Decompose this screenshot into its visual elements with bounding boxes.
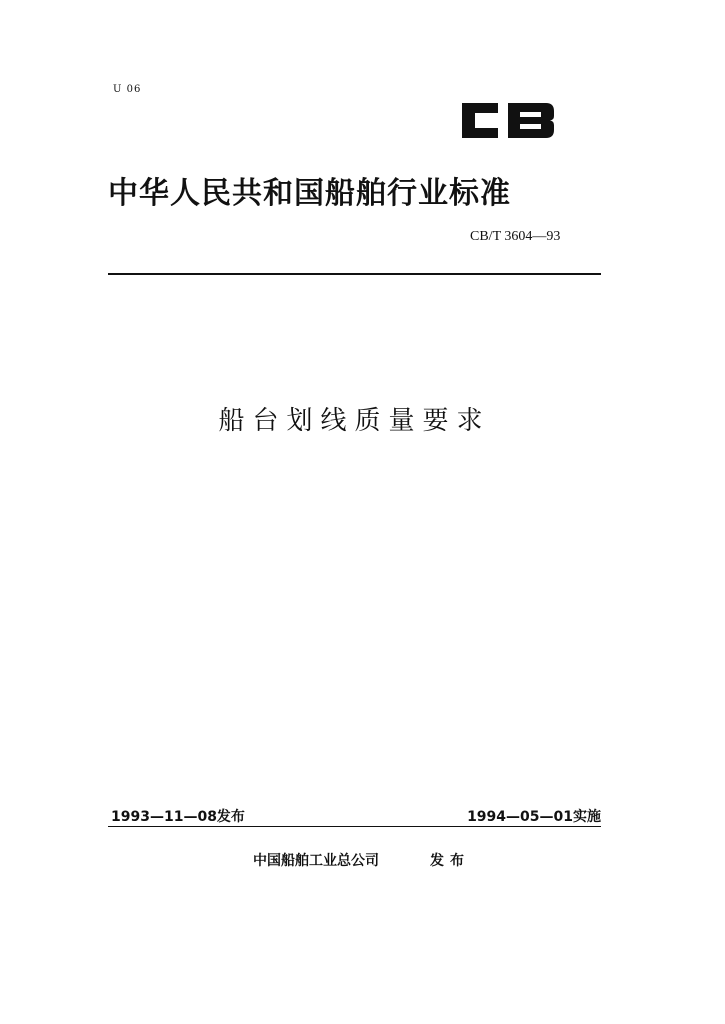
classification-code: U 06 bbox=[113, 84, 142, 95]
document-title: 船台划线质量要求 bbox=[218, 406, 491, 436]
publisher-name: 中国船舶工业总公司 bbox=[253, 853, 379, 869]
publish-label: 发布 bbox=[430, 853, 470, 869]
standard-code: CB/T 3604—93 bbox=[470, 229, 561, 244]
footer-divider bbox=[108, 826, 601, 827]
header-divider bbox=[108, 273, 601, 275]
cb-logo bbox=[458, 100, 558, 141]
implementation-date: 1994—05—01实施 bbox=[467, 809, 601, 825]
issue-date: 1993—11—08发布 bbox=[111, 809, 245, 825]
standard-title: 中华人民共和国船舶行业标准 bbox=[108, 176, 511, 211]
